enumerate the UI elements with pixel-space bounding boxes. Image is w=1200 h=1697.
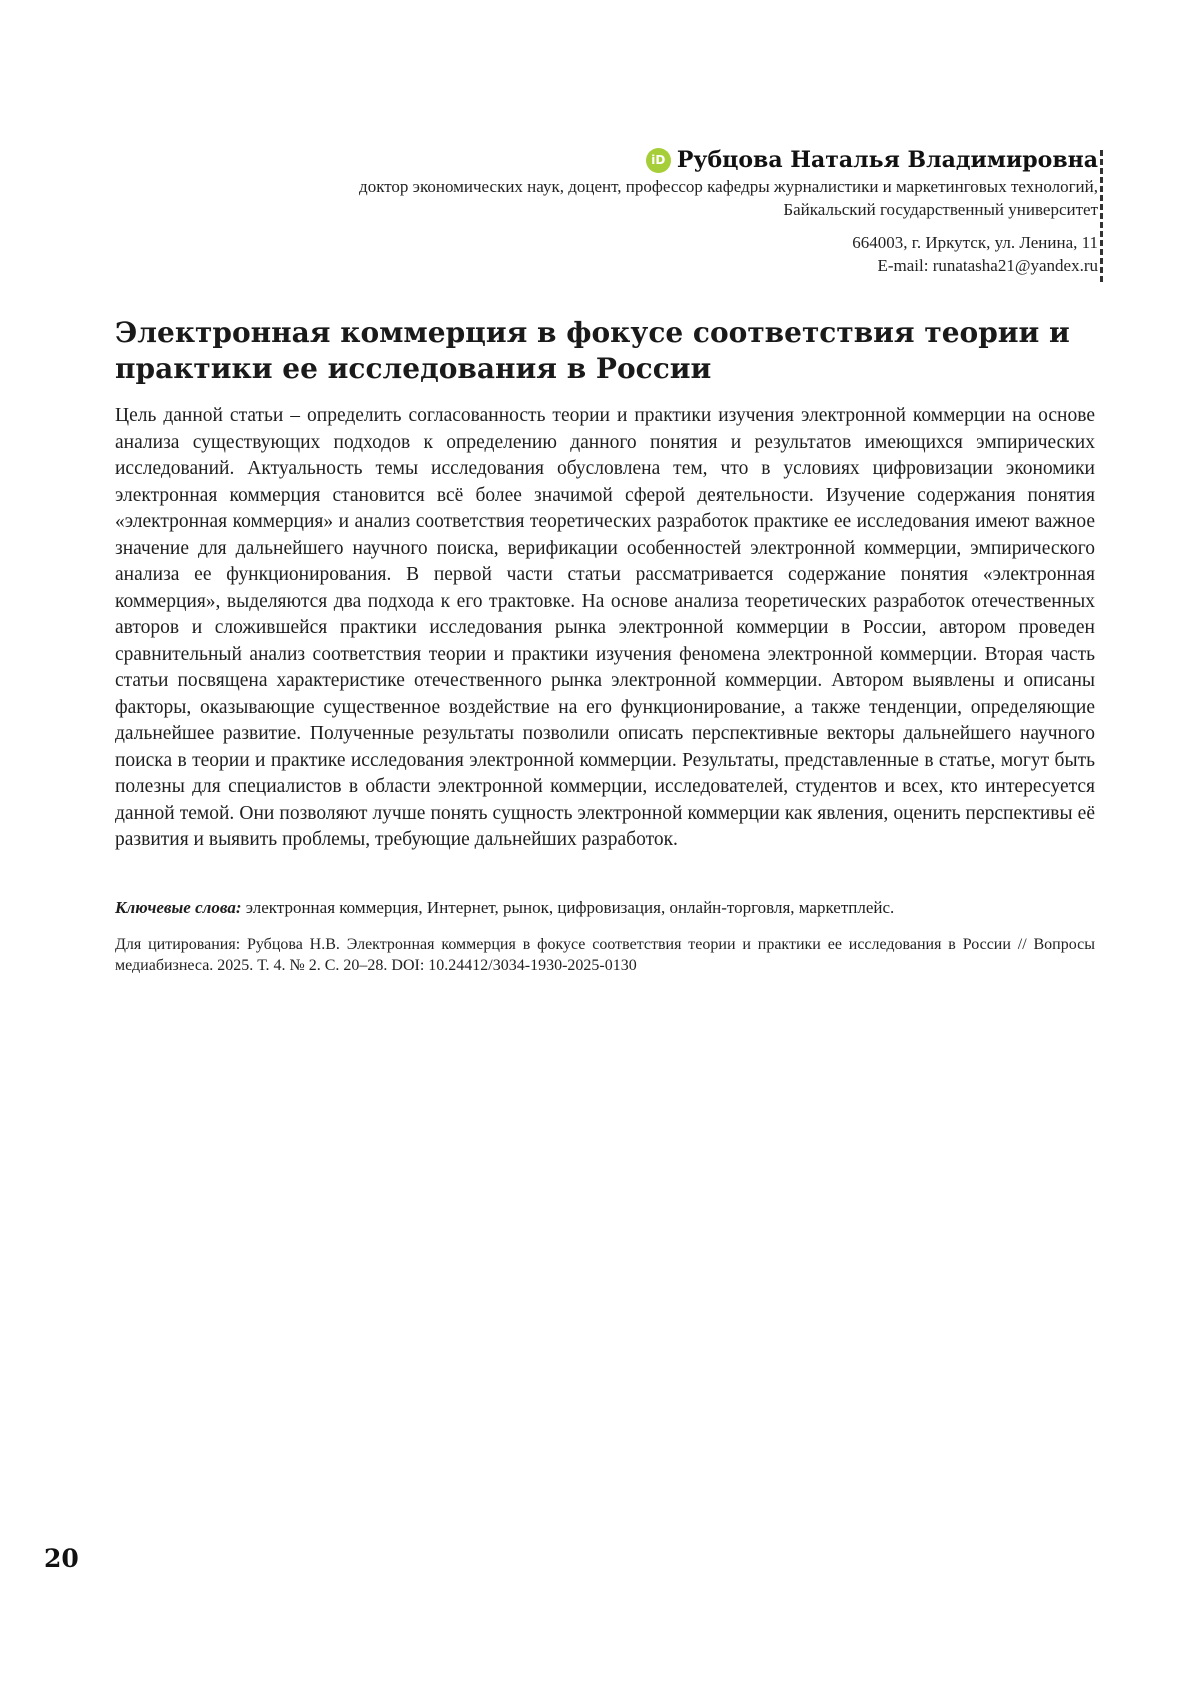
orcid-icon[interactable]: iD — [646, 148, 671, 173]
article-keywords — [115, 896, 1095, 919]
article-title: Электронная коммерция в фокусе соответствия теории и практики ее исследования в России — [115, 315, 1095, 387]
keywords-label: Ключевые слова: — [115, 898, 242, 917]
author-block — [198, 145, 1098, 277]
author-affiliation — [198, 175, 1098, 221]
author-email[interactable]: E-mail: runatasha21@yandex.ru — [198, 254, 1098, 277]
author-name: Рубцова Наталья Владимировна — [677, 147, 1098, 173]
author-block-dashed-rule — [1100, 150, 1103, 282]
article-citation: Для цитирования: Рубцова Н.В. Электронная коммерция в фокусе соответствия теории и практики ее исследования в России // Вопросы медиабизнеса. 2025. Т. 4. № 2. С. 20–28. DOI: 10.24412/3034-1930-2025-0130 — [115, 934, 1095, 976]
page-number: 20 — [44, 1544, 79, 1573]
author-contacts — [198, 231, 1098, 277]
author-address: 664003, г. Иркутск, ул. Ленина, 11 — [198, 231, 1098, 254]
affiliation-line-2: Байкальский государственный университет — [198, 198, 1098, 221]
author-name-line — [198, 145, 1098, 175]
keywords-list: электронная коммерция, Интернет, рынок, цифровизация, онлайн-торговля, маркетплейс. — [246, 898, 895, 917]
article-abstract: Цель данной статьи – определить согласованность теории и практики изучения электронной коммерции на основе анализа существующих подходов к определению данного понятия и результатов имеющихся эмпирических исследований. Актуальность темы исследования обусловлена тем, что в условиях цифровизации экономики электронная коммерция становится всё более значимой сферой деятельности. Изучение содержания понятия «электронная коммерция» и анализ соответствия теоретических разработок практике ее исследования имеют важное значение для дальнейшего научного поиска, верификации особенностей электронной коммерции, эмпирического анализа ее функционирования. В первой части статьи рассматривается содержание понятия «электронная коммерция», выделяются два подхода к его трактовке. На основе анализа теоретических разработок отечественных авторов и сложившейся практики исследования рынка электронной коммерции в России, автором проведен сравнительный анализ соответствия теории и практики изучения феномена электронной коммерции. Вторая часть статьи посвящена характеристике отечественного рынка электронной коммерции. Автором выявлены и описаны факторы, оказывающие существенное воздействие на его функционирование, а также тенденции, определяющие дальнейшее развитие. Полученные результаты позволили описать перспективные векторы дальнейшего научного поиска в теории и практике исследования электронной коммерции. Результаты, представленные в статье, могут быть полезны для специалистов в области электронной коммерции, исследователей, студентов и всех, кто интересуется данной темой. Они позволяют лучше понять сущность электронной коммерции как явления, оценить перспективы её развития и выявить проблемы, требующие дальнейших разработок. — [115, 403, 1095, 854]
affiliation-line-1: доктор экономических наук, доцент, профессор кафедры журналистики и маркетинговых технологий, — [198, 175, 1098, 198]
